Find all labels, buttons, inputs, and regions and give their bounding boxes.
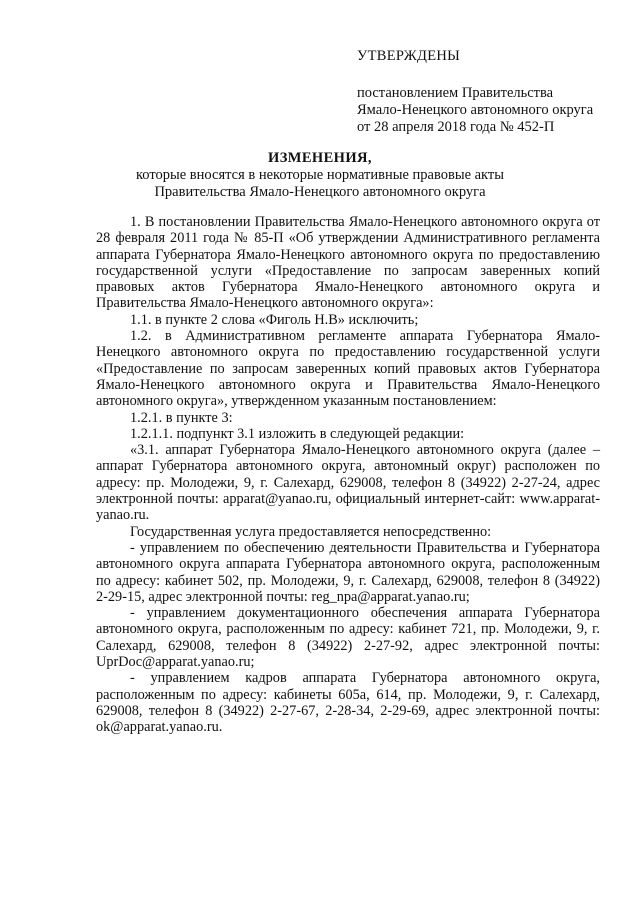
paragraph: «3.1. аппарат Губернатора Ямало-Ненецкого автономного округа (далее – аппарат Губернатора автономного округа, автономный округ) расположен по адресу: пр. Молодежи, 9, г. Салехард, 629008, телефон 8 (34922) 2-27-24, адрес электронной почты: apparat@yanao.ru, официальный интернет-сайт: www.apparat-yanao.ru. — [96, 442, 600, 524]
paragraph: Государственная услуга предоставляется непосредственно: — [130, 523, 492, 540]
list-item: - управлением по обеспечению деятельности Правительства и Губернатора автономного округа аппарата Губернатора автономного округа, расположенным по адресу: кабинет 502, пр. Молодежи, 9, г. Салехард, 629008, телефон 8 (34922) 2-29-15, адрес электронной почты: reg_npa@apparat.yanao.ru; — [96, 539, 600, 605]
paragraph: 1. В постановлении Правительства Ямало-Ненецкого автономного округа от 28 февраля 2011 года № 85-П «Об утверждении Административного регламента аппарата Губернатора Ямало-Ненецкого автономного округа по предоставлению государственной услуги «Предоставление по запросам заверенных копий правовых актов Губернатора Ямало-Ненецкого автономного округа и Правительства Ямало-Ненецкого автономного округа»: — [96, 214, 600, 312]
paragraph: 1.2.1.1. подпункт 3.1 изложить в следующей редакции: — [130, 425, 465, 442]
title-subtitle: которые вносятся в некоторые нормативные правовые акты — [135, 167, 504, 183]
paragraph: 1.2. в Административном регламенте аппарата Губернатора Ямало-Ненецкого автономного округа по предоставлению государственной услуги «Предоставление по запросам заверенных копий правовых актов Губернатора Ямало-Ненецкого автономного округа и Правительства Ямало-Ненецкого автономного округа», утвержденном указанным постановлением: — [96, 328, 600, 410]
approval-line: постановлением Правительства — [357, 85, 554, 101]
approval-line: Ямало-Ненецкого автономного округа — [357, 102, 594, 118]
approval-heading: УТВЕРЖДЕНЫ — [357, 48, 461, 64]
document-title — [96, 150, 544, 201]
document-body — [96, 214, 600, 736]
list-item: - управлением документационного обеспечения аппарата Губернатора автономного округа, расположенным по адресу: кабинет 721, пр. Молодежи, 9, г. Салехард, 629008, телефон 8 (34922) 2-27-92, адрес электронной почты: UprDoc@apparat.yanao.ru; — [96, 605, 600, 671]
list-item: - управлением кадров аппарата Губернатора автономного округа, расположенным по адресу: кабинеты 605а, 614, пр. Молодежи, 9, г. Салехард, 629008, телефон 8 (34922) 2-27-67, 2-28-34, 2-29-69, адрес электронной почты: ok@apparat.yanao.ru. — [96, 670, 600, 736]
approval-line: от 28 апреля 2018 года № 452-П — [357, 119, 555, 135]
approval-block — [357, 48, 593, 136]
title-subtitle: Правительства Ямало-Ненецкого автономного округа — [154, 184, 486, 200]
title-main: ИЗМЕНЕНИЯ, — [268, 150, 372, 166]
paragraph: 1.1. в пункте 2 слова «Фиголь Н.В» исключить; — [130, 311, 419, 328]
paragraph: 1.2.1. в пункте 3: — [130, 409, 233, 426]
